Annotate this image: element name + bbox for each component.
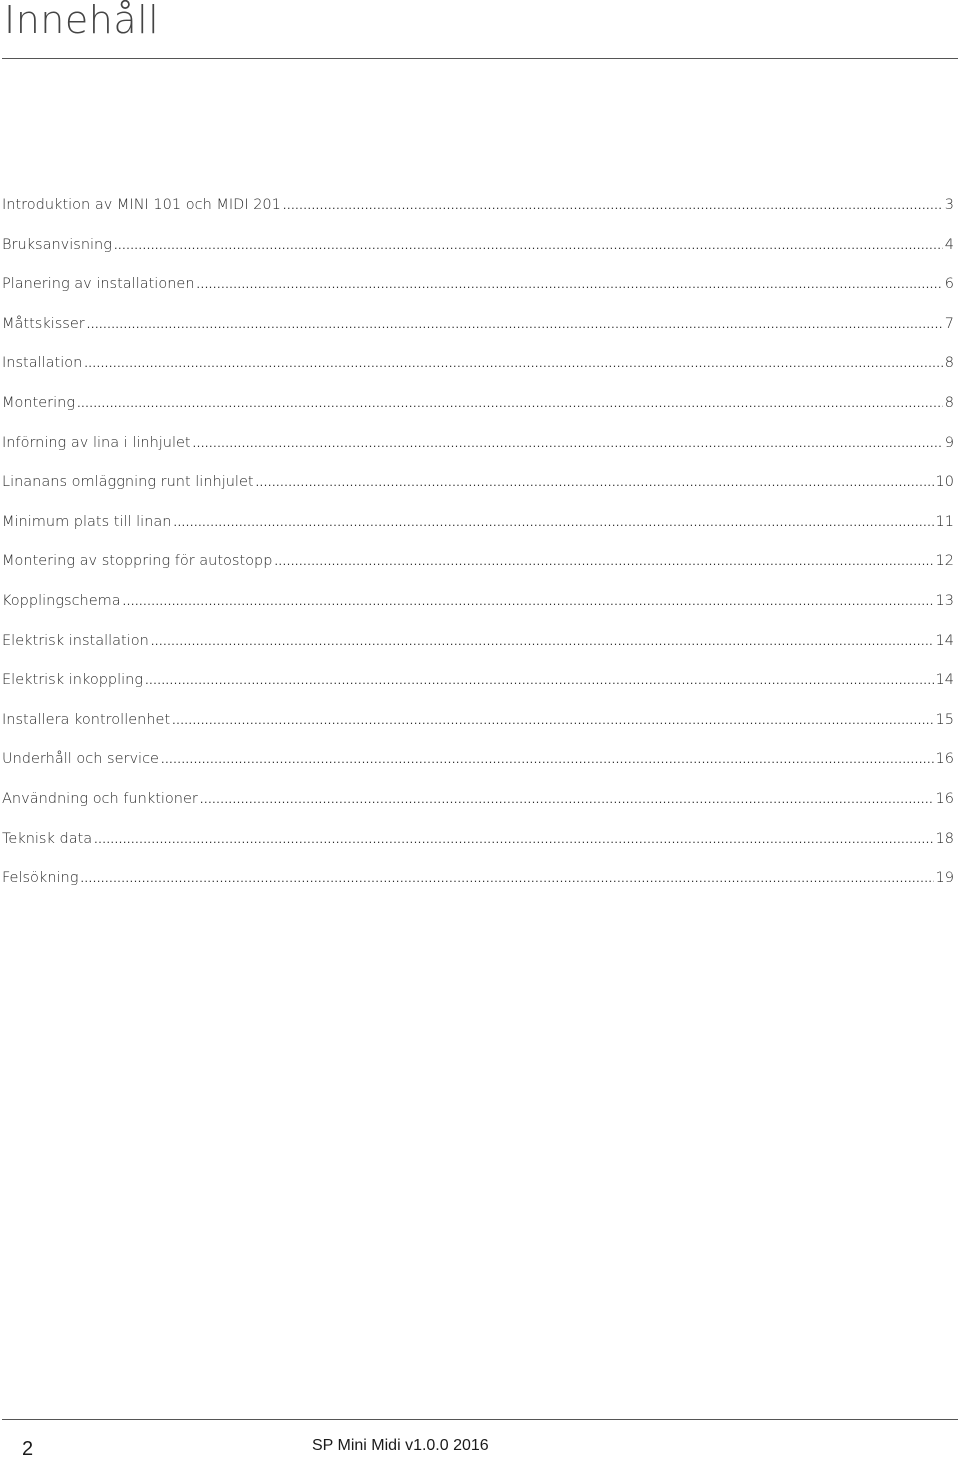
toc-dot-leader <box>256 476 934 489</box>
toc-entry[interactable] <box>2 712 954 752</box>
toc-entry-title: Teknisk data <box>2 830 93 847</box>
toc-entry-page: 18 <box>935 830 954 847</box>
toc-dot-leader <box>200 793 934 806</box>
toc-dot-leader <box>80 872 933 885</box>
toc-entry-title: Elektrisk inkoppling <box>2 672 144 689</box>
toc-entry-page: 8 <box>944 355 954 372</box>
toc-dot-leader <box>173 516 933 529</box>
footer-divider <box>2 1419 958 1420</box>
toc-dot-leader <box>87 318 943 331</box>
toc-dot-leader <box>161 753 934 766</box>
toc-entry[interactable] <box>2 435 954 475</box>
page-number: 2 <box>22 1438 34 1460</box>
toc-entry-page: 4 <box>944 236 954 253</box>
toc-entry[interactable] <box>2 237 954 277</box>
toc-dot-leader <box>274 555 933 568</box>
toc-entry-title: Installation <box>2 355 83 372</box>
toc-dot-leader <box>283 199 943 212</box>
toc-dot-leader <box>114 239 943 252</box>
toc-entry-title: Bruksanvisning <box>2 236 112 253</box>
toc-entry-page: 6 <box>944 276 954 293</box>
toc-entry[interactable] <box>2 633 954 673</box>
toc-entry-title: Introduktion av MINI 101 och MIDI 201 <box>2 197 281 213</box>
toc-entry-page: 8 <box>944 394 954 411</box>
toc-entry-page: 16 <box>935 790 954 807</box>
toc-entry-page: 10 <box>935 474 954 491</box>
toc-dot-leader <box>193 437 943 450</box>
toc-dot-leader <box>77 397 943 410</box>
toc-entry-page: 16 <box>935 751 954 768</box>
toc-entry-page: 7 <box>944 315 954 332</box>
toc-entry-page: 11 <box>935 513 954 530</box>
toc-entry-title: Montering <box>2 394 76 411</box>
page-title: Innehåll <box>4 0 160 42</box>
toc-entry[interactable] <box>2 593 954 633</box>
toc-dot-leader <box>197 278 943 291</box>
toc-entry-title: Måttskisser <box>2 315 85 332</box>
toc-entry[interactable] <box>2 514 954 554</box>
toc-dot-leader <box>94 833 933 846</box>
toc-entry-page: 14 <box>935 672 954 689</box>
table-of-contents <box>2 197 954 910</box>
toc-entry-title: Minimum plats till linan <box>2 513 172 530</box>
toc-entry-page: 13 <box>935 592 954 609</box>
toc-entry-page: 14 <box>935 632 954 649</box>
toc-entry-page: 3 <box>944 197 954 213</box>
toc-dot-leader <box>151 635 934 648</box>
toc-dot-leader <box>84 357 942 370</box>
toc-entry[interactable] <box>2 751 954 791</box>
toc-entry[interactable] <box>2 870 954 910</box>
toc-dot-leader <box>145 674 933 687</box>
toc-entry[interactable] <box>2 474 954 514</box>
toc-entry[interactable] <box>2 672 954 712</box>
toc-entry-page: 9 <box>944 434 954 451</box>
toc-entry-title: Felsökning <box>2 870 79 887</box>
title-divider <box>2 58 958 59</box>
toc-entry-title: Installera kontrollenhet <box>2 711 171 728</box>
toc-entry[interactable] <box>2 553 954 593</box>
toc-entry[interactable] <box>2 831 954 871</box>
footer-document-version: SP Mini Midi v1.0.0 2016 <box>312 1437 489 1454</box>
toc-entry-title: Linanans omläggning runt linhjulet <box>2 474 254 491</box>
toc-entry[interactable] <box>2 197 954 237</box>
toc-entry-page: 12 <box>935 553 954 570</box>
toc-entry-title: Användning och funktioner <box>2 790 198 807</box>
toc-entry[interactable] <box>2 276 954 316</box>
toc-entry-title: Kopplingschema <box>2 592 121 609</box>
toc-entry-title: Planering av installationen <box>2 276 195 293</box>
toc-entry[interactable] <box>2 355 954 395</box>
toc-entry-page: 19 <box>935 870 954 887</box>
toc-entry-title: Underhåll och service <box>2 751 159 768</box>
toc-entry[interactable] <box>2 316 954 356</box>
toc-entry-page: 15 <box>935 711 954 728</box>
toc-entry[interactable] <box>2 395 954 435</box>
toc-entry[interactable] <box>2 791 954 831</box>
toc-entry-title: Införning av lina i linhjulet <box>2 434 191 451</box>
toc-dot-leader <box>172 714 933 727</box>
toc-dot-leader <box>123 595 934 608</box>
toc-entry-title: Elektrisk installation <box>2 632 149 649</box>
toc-entry-title: Montering av stoppring för autostopp <box>2 553 273 570</box>
